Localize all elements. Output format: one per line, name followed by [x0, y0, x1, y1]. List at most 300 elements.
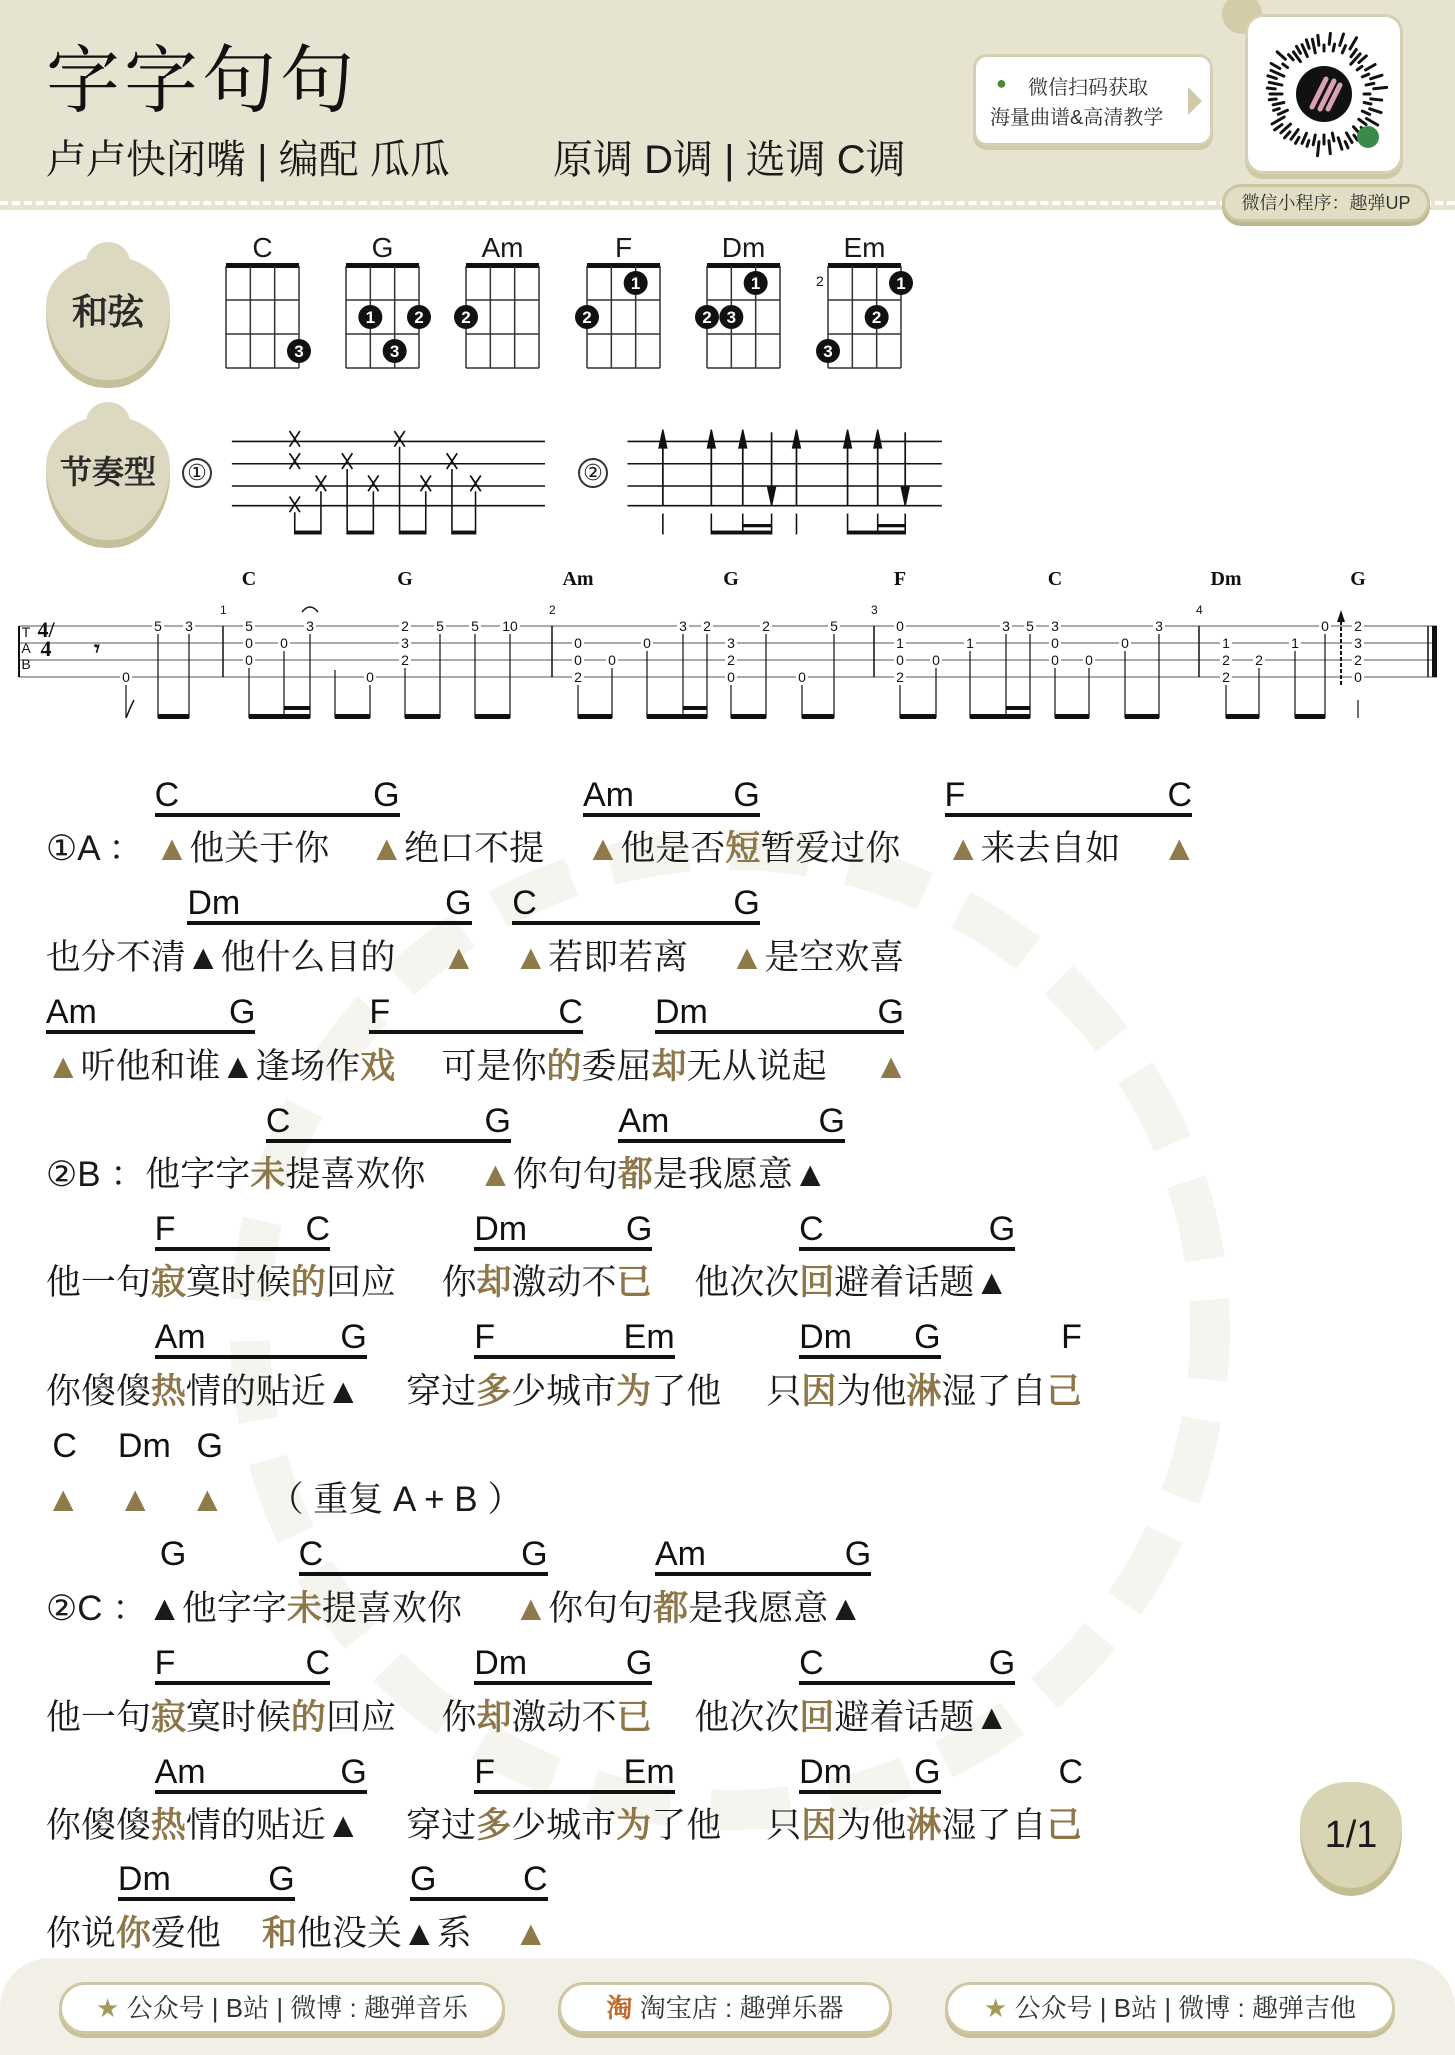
lyric-text: 穿过	[406, 1806, 477, 1845]
page-indicator: 1/1	[1300, 1782, 1402, 1888]
tab-clef: TAB	[21, 624, 31, 672]
eighth-rest-icon: 𝄾	[94, 636, 100, 661]
mute-x-mark	[290, 453, 300, 469]
highlighted-lyric: 热	[150, 1372, 186, 1411]
tab-staff	[0, 560, 1455, 740]
lyric-text: ▲	[513, 1914, 549, 1953]
chord-name: G	[228, 993, 256, 1031]
lyric-phrase	[586, 826, 901, 872]
lyric-text: 爱他	[150, 1914, 221, 1953]
wechat-icon: ●	[996, 73, 1007, 93]
tab-chord-name: F	[893, 568, 907, 590]
chord-name: C	[305, 1644, 331, 1682]
fret-number: 1	[1291, 635, 1299, 651]
lyric-phrase	[46, 1152, 426, 1198]
chord-name: F	[154, 1210, 176, 1248]
chord-name: G	[844, 1535, 872, 1573]
finger-number: 1	[896, 274, 906, 293]
lyric-phrase	[262, 1911, 472, 1957]
chord-segment	[799, 1207, 1015, 1251]
measure-number: 3	[871, 603, 878, 617]
beam	[578, 714, 612, 719]
rhythm-label: 节奏型	[59, 454, 156, 490]
lyric-text: 是我愿意▲	[688, 1589, 863, 1628]
chord-name: C	[523, 1860, 548, 1898]
footer-link-guitar[interactable]	[945, 1982, 1395, 2034]
finger-number: 2	[871, 308, 882, 327]
beam	[400, 531, 426, 535]
strum-down-arrow-icon	[659, 430, 667, 448]
fret-number: 0	[1121, 635, 1129, 651]
lyric-phrase	[1162, 826, 1197, 872]
chord-segment	[583, 773, 760, 817]
fret-number: 2	[762, 618, 770, 634]
lyric-text: ▲	[873, 1047, 909, 1086]
chord-segment	[655, 990, 904, 1034]
fret-number: 1	[1222, 635, 1230, 651]
lyric-text: 情的贴近▲	[185, 1806, 361, 1845]
finger-number: 2	[461, 308, 471, 327]
lyric-phrase	[441, 1695, 651, 1741]
lyric-text: 为他	[836, 1372, 907, 1411]
base-fret-label: 2	[816, 273, 824, 289]
tie-arc	[302, 607, 318, 612]
chord-name: F	[474, 1753, 495, 1791]
chord-name: Am	[582, 776, 634, 814]
lyric-phrase	[155, 826, 330, 872]
lyric-text: ▲若即若离	[513, 938, 689, 977]
fret-number: 0	[1354, 669, 1362, 685]
rhythm-patterns	[0, 0, 1455, 560]
beam-16th	[284, 706, 310, 710]
chord-name: G	[268, 1860, 295, 1898]
lyric-text: 你说	[45, 1914, 116, 1953]
lyric-text: 为他	[836, 1806, 907, 1845]
chord-segment	[474, 1750, 674, 1794]
tab-chord-name: G	[397, 568, 413, 590]
rhythm-1-number: ①	[182, 458, 212, 488]
finger-number: 2	[582, 308, 592, 327]
chord-segment	[474, 1207, 652, 1251]
fret-number: 0	[932, 652, 940, 668]
highlighted-lyric: 已	[616, 1698, 652, 1737]
lyric-text: 可是你	[441, 1047, 547, 1086]
chord-name: Am	[618, 1102, 670, 1140]
chord-name-Em: Em	[843, 232, 886, 263]
highlighted-lyric: 因	[801, 1806, 837, 1845]
chord-segment	[299, 1532, 548, 1576]
highlighted-lyric: 的	[290, 1263, 326, 1302]
chord-name: C	[1058, 1753, 1084, 1791]
beam-16th	[1006, 706, 1030, 710]
lyric-phrase	[46, 1695, 396, 1741]
lyric-phrase	[406, 1803, 721, 1849]
chord-name: Am	[45, 993, 97, 1031]
lyric-phrase	[190, 1477, 225, 1523]
fret-number: 2	[1255, 652, 1263, 668]
highlighted-lyric: 都	[653, 1589, 689, 1628]
lyric-text: 湿了自	[941, 1372, 1047, 1411]
lyric-phrase	[46, 1803, 361, 1849]
lyric-text: ▲他是否	[585, 829, 726, 868]
lyric-text: 暂爱过你	[760, 829, 901, 868]
chord-name: G	[733, 776, 760, 814]
fret-number: 3	[1354, 635, 1362, 651]
lyric-text: 他次次	[694, 1263, 800, 1302]
chord-segment	[655, 1532, 871, 1576]
footer-link-shop[interactable]	[558, 1982, 892, 2034]
arpeggio-arrow-icon	[1337, 610, 1345, 622]
chord-name: G	[988, 1644, 1016, 1682]
lyric-phrase	[514, 1586, 863, 1632]
chord-segment	[155, 773, 400, 817]
lyric-phrase	[46, 1911, 221, 1957]
fret-number: 0	[1051, 652, 1059, 668]
chord-name: G	[484, 1102, 511, 1140]
chord-name: G	[340, 1753, 367, 1791]
chord-name: G	[373, 776, 400, 814]
fret-number: 2	[896, 669, 904, 685]
chord-name: C	[799, 1210, 824, 1248]
chord-name: G	[625, 1210, 653, 1248]
finger-number: 2	[414, 308, 424, 327]
rhythm-2-number: ②	[578, 458, 608, 488]
lyric-phrase	[694, 1260, 1009, 1306]
footer-middle-text: 淘宝店 : 趣弹乐器	[639, 1993, 844, 2023]
chord-name: Dm	[117, 1860, 171, 1898]
lyric-text: （ 重复 A + B ）	[268, 1480, 523, 1519]
lyric-text: 只	[766, 1806, 802, 1845]
chord-segment	[155, 1750, 367, 1794]
lyric-text: ▲是空欢喜	[729, 938, 905, 977]
fret-number: 1	[966, 635, 974, 651]
beam	[295, 531, 321, 535]
chord-segment	[799, 1641, 1015, 1685]
fret-number: 0	[366, 669, 374, 685]
fret-number: 5	[1026, 618, 1034, 634]
footer-link-music[interactable]	[59, 1982, 505, 2034]
fret-number: 0	[122, 669, 130, 685]
lyric-phrase	[46, 1260, 396, 1306]
beam	[1295, 714, 1325, 719]
chord-segment	[474, 1315, 674, 1359]
lyric-text: 避着话题▲	[834, 1263, 1010, 1302]
fret-number: 0	[896, 652, 904, 668]
lyric-text: 情的贴近▲	[185, 1372, 361, 1411]
fret-number: 2	[574, 669, 582, 685]
mini-program-label: 微信小程序：趣弹UP	[1222, 184, 1430, 222]
chord-name-F: F	[614, 232, 633, 263]
fret-number: 3	[679, 618, 687, 634]
fret-number: 2	[1354, 652, 1362, 668]
chord-name: G	[445, 884, 472, 922]
chord-name-C: C	[252, 232, 273, 263]
chord-segment	[618, 1099, 845, 1143]
beam	[1055, 714, 1089, 719]
lyric-text: 只	[766, 1372, 802, 1411]
measure-number: 1	[220, 603, 227, 617]
lyric-text: ②B ：他字字	[45, 1155, 251, 1194]
finger-number: 3	[294, 342, 304, 361]
fret-number: 3	[1051, 618, 1059, 634]
lyric-text: 也分不清▲他什么目的	[45, 938, 396, 977]
fret-number: 2	[727, 652, 735, 668]
lyric-text: 你	[441, 1263, 477, 1302]
fret-number: 3	[727, 635, 735, 651]
mute-x-mark	[342, 453, 352, 469]
chord-name: C	[1167, 776, 1193, 814]
chord-name: G	[340, 1318, 367, 1356]
chord-name: G	[196, 1427, 223, 1465]
fret-number: 2	[1354, 618, 1362, 634]
fret-number: 5	[154, 618, 162, 634]
chord-segment	[474, 1641, 652, 1685]
lyric-text: 你傻傻	[45, 1372, 151, 1411]
tab-chord-name: C	[1047, 568, 1063, 590]
lyric-text: ▲来去自如	[945, 829, 1121, 868]
beam	[647, 714, 707, 719]
lyric-text: 了他	[651, 1372, 722, 1411]
chord-name: C	[154, 776, 180, 814]
chord-name: Dm	[655, 993, 708, 1031]
star-icon: ★	[984, 1993, 1008, 2023]
chord-name: Am	[655, 1535, 706, 1573]
highlighted-lyric: 回	[799, 1698, 835, 1737]
chord-name: F	[154, 1644, 176, 1682]
lyric-text: ▲你句句	[513, 1589, 654, 1628]
lyric-text: 湿了自	[941, 1806, 1047, 1845]
chords-label: 和弦	[71, 291, 144, 332]
strum-down-arrow-icon	[707, 430, 715, 448]
fret-number: 5	[245, 618, 253, 634]
lyric-phrase	[46, 826, 144, 872]
lyric-text: ▲绝口不提	[369, 829, 545, 868]
strum-down-arrow-icon	[739, 430, 747, 448]
lyric-text: ▲	[117, 1480, 153, 1519]
beam	[848, 531, 906, 535]
beam-16th	[683, 706, 707, 710]
highlighted-lyric: 的	[546, 1047, 582, 1086]
highlighted-lyric: 淋	[906, 1806, 942, 1845]
lyric-text: 委屈	[581, 1047, 652, 1086]
tab-chord-name: Dm	[1210, 568, 1242, 590]
chord-name: Dm	[187, 884, 241, 922]
fret-number: 5	[830, 618, 838, 634]
chord-name: C	[558, 993, 583, 1031]
fret-number: 3	[1155, 618, 1163, 634]
chord-name: Dm	[799, 1318, 852, 1356]
fret-number: 0	[1051, 635, 1059, 651]
fret-number: 3	[306, 618, 314, 634]
fret-number: 2	[703, 618, 711, 634]
lyric-text: ▲听他和谁▲逢场作	[45, 1047, 361, 1086]
chord-name: Am	[154, 1318, 206, 1356]
rhythm-pattern-2	[627, 430, 941, 535]
tab-chord-name: Am	[562, 568, 594, 590]
chord-name: F	[369, 993, 391, 1031]
highlighted-lyric: 为	[616, 1806, 652, 1845]
lyric-phrase	[766, 1803, 1081, 1849]
chord-segment	[799, 1315, 940, 1359]
chord-name: G	[877, 993, 904, 1031]
tab-chord-name: G	[723, 568, 739, 590]
lyric-text: 无从说起	[686, 1047, 827, 1086]
lyric-phrase	[406, 1369, 721, 1415]
finger-number: 3	[726, 308, 737, 327]
fret-number: 3	[1002, 618, 1010, 634]
highlighted-lyric: 己	[1046, 1806, 1082, 1845]
fret-number: 0	[574, 652, 582, 668]
lyric-phrase	[46, 935, 396, 981]
chord-name: C	[799, 1644, 824, 1682]
fret-number: 0	[245, 635, 253, 651]
lyric-phrase	[514, 1911, 549, 1957]
chord-name: G	[914, 1318, 941, 1356]
lyric-text: 激动不	[511, 1698, 617, 1737]
highlighted-lyric: 都	[617, 1155, 653, 1194]
star-icon: ★	[96, 1993, 120, 2023]
fret-number: 2	[1222, 652, 1230, 668]
highlighted-lyric: 短	[725, 829, 761, 868]
chord-name: G	[988, 1210, 1016, 1248]
highlighted-lyric: 淋	[906, 1372, 942, 1411]
highlighted-lyric: 回	[799, 1263, 835, 1302]
chord-name: G	[733, 884, 760, 922]
tab-chord-name: C	[241, 568, 257, 590]
lyric-text: 寞时候	[185, 1698, 291, 1737]
chord-name: F	[944, 776, 966, 814]
chord-name: F	[1061, 1318, 1082, 1356]
highlighted-lyric: 因	[801, 1372, 837, 1411]
fret-number: 0	[1085, 652, 1093, 668]
chord-segment	[155, 1641, 331, 1685]
chord-name: Em	[623, 1753, 675, 1791]
finger-number: 1	[630, 274, 641, 293]
fret-number: 3	[401, 635, 409, 651]
wechat-line-2: 海量曲谱&高清教学	[990, 107, 1164, 129]
chord-name: G	[410, 1860, 437, 1898]
chord-name: Dm	[117, 1427, 171, 1465]
highlighted-lyric: 和	[262, 1914, 298, 1953]
chord-name: G	[159, 1535, 187, 1573]
lyric-phrase	[514, 935, 689, 981]
beam	[249, 714, 310, 719]
lyric-text: 寞时候	[185, 1263, 291, 1302]
artist-arranger: 卢卢快闭嘴 | 编配 瓜瓜	[46, 138, 450, 182]
fret-number: 0	[798, 669, 806, 685]
beam	[158, 714, 189, 719]
beam	[1226, 714, 1259, 719]
chord-segment	[187, 881, 471, 925]
lyric-text: 他一句	[45, 1263, 151, 1302]
lyric-text: ①A ：	[45, 829, 144, 868]
wechat-line-1: 微信扫码获取	[1028, 77, 1148, 99]
lyric-phrase	[441, 935, 476, 981]
lyric-text: ▲	[189, 1480, 225, 1519]
chord-name: C	[265, 1102, 291, 1140]
end-bar-thick	[1432, 626, 1437, 677]
fret-number: 0	[608, 652, 616, 668]
highlighted-lyric: 寂	[150, 1263, 186, 1302]
highlighted-lyric: 戏	[360, 1047, 396, 1086]
strum-down-arrow-icon	[793, 430, 801, 448]
chord-segment	[369, 990, 583, 1034]
lyric-text: 你	[441, 1698, 477, 1737]
beam	[335, 714, 370, 719]
highlighted-lyric: 热	[150, 1806, 186, 1845]
lyric-phrase	[118, 1477, 153, 1523]
beam	[347, 531, 373, 535]
rhythm-pattern-1	[232, 431, 545, 534]
chord-name: G	[914, 1753, 941, 1791]
key-info: 原调 D调 | 选调 C调	[553, 138, 906, 182]
lyric-phrase	[441, 1044, 826, 1090]
fret-number: 2	[401, 618, 409, 634]
fret-number: 5	[471, 618, 479, 634]
fret-number: 1	[896, 635, 904, 651]
lyric-text: ▲	[45, 1480, 81, 1519]
footer-right-text: 公众号 | B站 | 微博 : 趣弹吉他	[1014, 1993, 1356, 2023]
fret-number: 0	[280, 635, 288, 651]
lyric-text: 是我愿意▲	[652, 1155, 828, 1194]
lyric-text: 回应	[325, 1263, 396, 1302]
time-signature: 4/4	[37, 617, 55, 661]
lyric-phrase	[46, 1369, 361, 1415]
fret-number: 10	[502, 618, 518, 634]
highlighted-lyric: 却	[651, 1047, 687, 1086]
beam	[452, 531, 476, 535]
highlighted-lyric: 寂	[150, 1698, 186, 1737]
beam	[711, 531, 771, 535]
finger-number: 1	[750, 274, 761, 293]
footer-left-text: 公众号 | B站 | 微博 : 趣弹音乐	[126, 1993, 468, 2023]
lyric-phrase	[46, 1586, 462, 1632]
lyric-text: 少城市	[511, 1372, 617, 1411]
lyric-text: 避着话题▲	[834, 1698, 1010, 1737]
fret-number: 5	[436, 618, 444, 634]
lyric-phrase	[369, 826, 544, 872]
lyric-text: ▲你句句	[478, 1155, 618, 1194]
highlighted-lyric: 却	[476, 1263, 512, 1302]
lyric-text: 回应	[325, 1698, 396, 1737]
lyric-text: 提喜欢你	[321, 1589, 462, 1628]
highlighted-lyric: 多	[476, 1806, 512, 1845]
beam	[900, 714, 936, 719]
chord-segment	[945, 773, 1193, 817]
lyric-phrase	[46, 1044, 395, 1090]
beam	[970, 714, 1030, 719]
strum-down-arrow-icon	[874, 430, 882, 448]
highlighted-lyric: 已	[616, 1263, 652, 1302]
chord-name: F	[474, 1318, 495, 1356]
lyric-text: 激动不	[511, 1263, 617, 1302]
lyric-text: 他没关▲系	[297, 1914, 472, 1953]
chord-name: Dm	[474, 1210, 528, 1248]
lyric-phrase	[766, 1369, 1081, 1415]
fret-number: 2	[401, 652, 409, 668]
chord-name: Am	[154, 1753, 206, 1791]
beam	[405, 714, 440, 719]
beam	[475, 714, 510, 719]
chord-name-Dm: Dm	[721, 232, 766, 263]
mute-x-mark	[421, 476, 431, 492]
highlighted-lyric: 你	[115, 1914, 151, 1953]
finger-number: 2	[702, 308, 712, 327]
measure-number: 4	[1196, 603, 1203, 617]
highlighted-lyric: 的	[290, 1698, 326, 1737]
fret-number: 3	[185, 618, 193, 634]
beam	[802, 714, 834, 719]
